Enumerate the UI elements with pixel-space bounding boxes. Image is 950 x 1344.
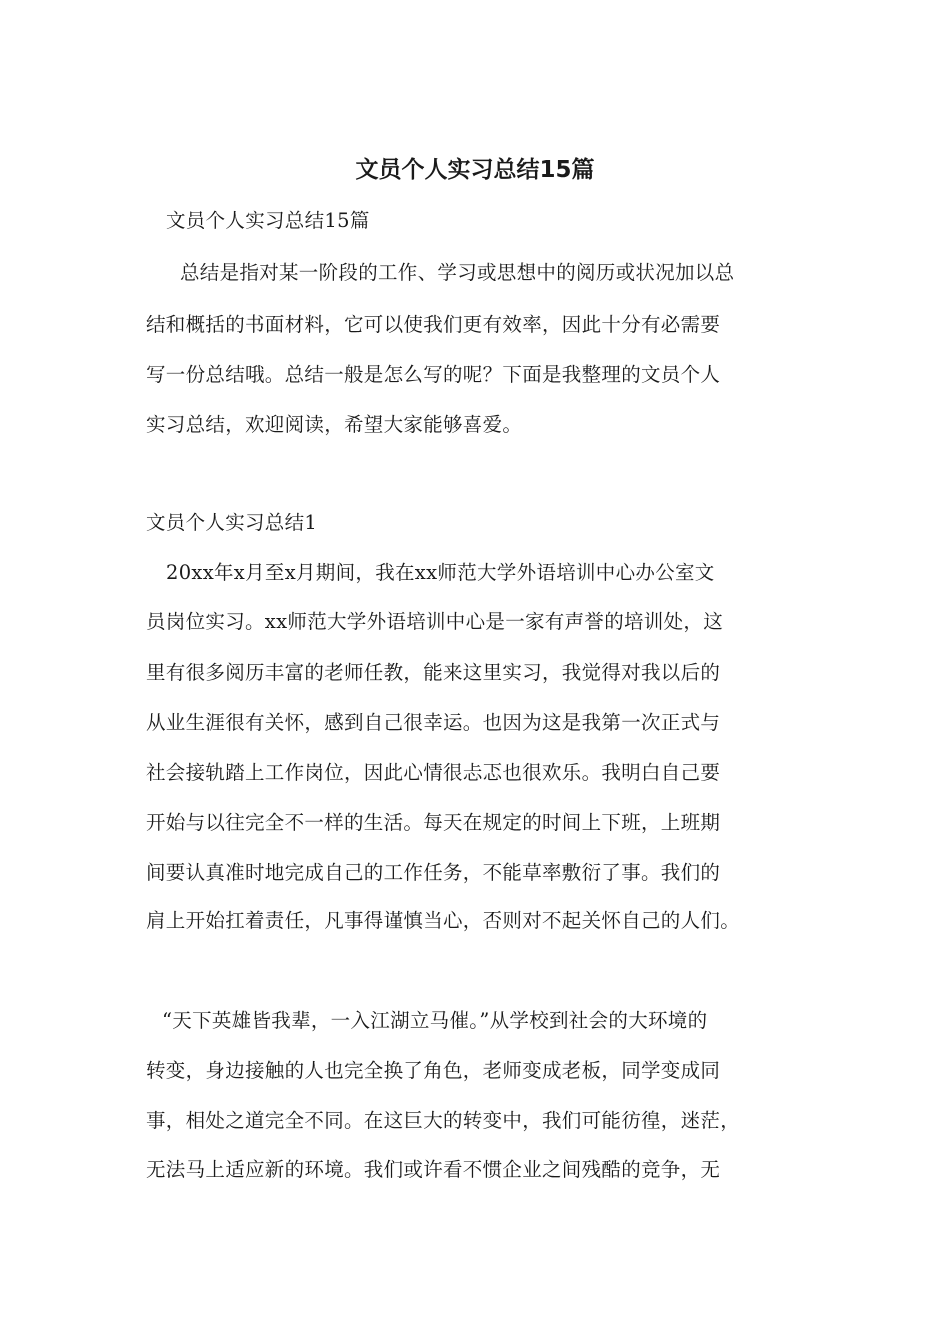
intro-line-1: 总结是指对某一阶段的工作、学习或思想中的阅历或状况加以总 — [180, 261, 735, 284]
section-1-line-6: 开始与以往完全不一样的生活。每天在规定的时间上下班，上班期 — [146, 811, 721, 834]
section-1-line-1: 20xx年x月至x月期间，我在xx师范大学外语培训中心办公室文 — [166, 561, 715, 584]
section-2-line-2: 转变，身边接触的人也完全换了角色，老师变成老板，同学变成同 — [146, 1059, 721, 1082]
section-1-line-2: 员岗位实习。xx师范大学外语培训中心是一家有声誉的培训处，这 — [146, 610, 723, 633]
section-1-line-5: 社会接轨踏上工作岗位，因此心情很忐忑也很欢乐。我明白自己要 — [146, 761, 721, 784]
section-2-line-1: “天下英雄皆我辈，一入江湖立马催。”从学校到社会的大环境的 — [162, 1009, 708, 1032]
intro-line-3: 写一份总结哦。总结一般是怎么写的呢？下面是我整理的文员个人 — [146, 363, 721, 386]
section-1-line-8: 肩上开始扛着责任，凡事得谨慎当心，否则对不起关怀自己的人们。 — [146, 909, 741, 932]
intro-line-4: 实习总结，欢迎阅读，希望大家能够喜爱。 — [146, 413, 523, 436]
intro-line-2: 结和概括的书面材料，它可以使我们更有效率，因此十分有必需要 — [146, 313, 721, 336]
section-2-line-3: 事，相处之道完全不同。在这巨大的转变中，我们可能彷徨，迷茫， — [146, 1109, 741, 1132]
document-title: 文员个人实习总结15篇 — [355, 157, 595, 183]
section-1-line-7: 间要认真准时地完成自己的工作任务，不能草率敷衍了事。我们的 — [146, 861, 721, 884]
section-2-line-4: 无法马上适应新的环境。我们或许看不惯企业之间残酷的竞争，无 — [146, 1158, 721, 1181]
section-1-heading: 文员个人实习总结1 — [146, 511, 318, 534]
document-subtitle: 文员个人实习总结15篇 — [166, 209, 370, 232]
section-1-line-4: 从业生涯很有关怀，感到自己很幸运。也因为这是我第一次正式与 — [146, 711, 721, 734]
section-1-line-3: 里有很多阅历丰富的老师任教，能来这里实习，我觉得对我以后的 — [146, 661, 721, 684]
